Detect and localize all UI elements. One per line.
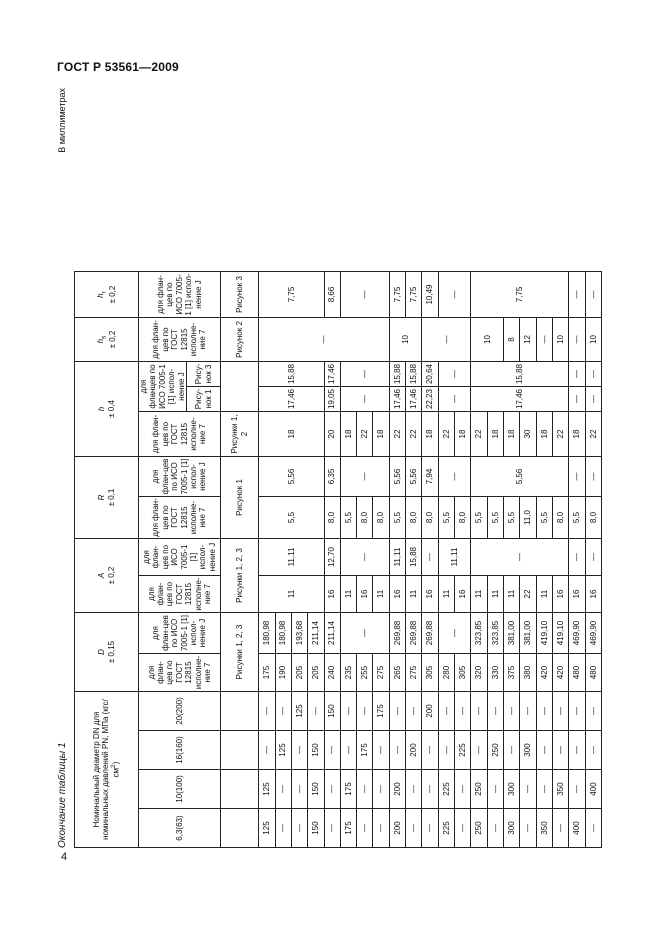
h-gost-cell: 18 [504, 412, 520, 457]
A-gost-cell: 16 [569, 576, 585, 613]
h-gost-cell: 18 [536, 412, 552, 457]
pn-cell: 125 [259, 809, 275, 848]
h-gost-cell: 22 [406, 412, 422, 457]
h-iso-fig3-cell: 15,88 [406, 362, 422, 387]
D-iso-cell: 419,10 [553, 613, 569, 654]
A-gost-cell: 16 [585, 576, 601, 613]
h-gost-cell: 20 [324, 412, 340, 457]
D-iso-cell: 180,98 [275, 613, 291, 654]
pn-cell: 125 [275, 731, 291, 770]
hr-cell: 7,75 [389, 272, 405, 318]
h-gost-cell: 18 [340, 412, 356, 457]
pn-cell: — [438, 731, 454, 770]
table-row [422, 272, 438, 848]
pn-cell: — [471, 692, 487, 731]
h-iso-fig1-cell: — [340, 387, 389, 412]
A-gost-cell: 16 [455, 576, 471, 613]
D-gost-cell: 320 [471, 654, 487, 692]
R-iso-cell: — [585, 457, 601, 497]
h-gost-cell: 22 [357, 412, 373, 457]
A-iso-cell: — [569, 539, 585, 576]
pn-cell: — [471, 731, 487, 770]
h-iso-fig3-cell: 15,88 [471, 362, 569, 387]
h-gost-cell: 18 [373, 412, 389, 457]
A-gost-cell: 11 [438, 576, 454, 613]
pn-cell: — [259, 692, 275, 731]
pn-cell: 225 [438, 809, 454, 848]
pn-cell: — [291, 731, 307, 770]
D-iso-cell: 211,14 [308, 613, 324, 654]
rotated-table-block [57, 88, 598, 848]
units-label: В миллиметрах [57, 88, 67, 153]
A-gost-cell: 22 [520, 576, 536, 613]
empty-cell [221, 362, 259, 412]
dn-group-header: Номинальный диаметр DN для номинальных давлений PN, МПа $(кгс/см^2)$ [75, 692, 139, 848]
h-gost-cell: 22 [389, 412, 405, 457]
D-gost-cell: 305 [422, 654, 438, 692]
hr-cell: 7,75 [259, 272, 324, 318]
A-gost-cell: 11 [536, 576, 552, 613]
pn-cell: — [275, 692, 291, 731]
figure-reference-row [221, 272, 259, 848]
A-gost-cell: 11 [406, 576, 422, 613]
h-iso-fig3-cell: 15,88 [389, 362, 405, 387]
hr-cell: — [585, 272, 601, 318]
figure-ref-R: Рисунок 1 [221, 457, 259, 539]
pn-cell: 300 [520, 731, 536, 770]
pn-cell: — [291, 809, 307, 848]
h-gost-cell: 22 [553, 412, 569, 457]
pn-cell: — [569, 770, 585, 809]
hs-cell: 10 [553, 318, 569, 362]
h-iso-fig1-cell: — [585, 387, 601, 412]
table-row [259, 272, 275, 848]
h-iso-fig3-cell: 20,64 [422, 362, 438, 387]
hs-cell: 8 [504, 318, 520, 362]
pn-cell: 175 [357, 731, 373, 770]
D-iso-cell: 269,88 [422, 613, 438, 654]
R-gost-cell: 5,5 [471, 497, 487, 539]
pn-cell: — [373, 770, 389, 809]
h-gost-cell: 18 [422, 412, 438, 457]
table-row [471, 272, 487, 848]
pn-cell: — [324, 809, 340, 848]
pn-cell: — [259, 731, 275, 770]
hs-header: $h_s$ ± 0,2 [75, 318, 139, 362]
D-iso-cell: 419,10 [536, 613, 552, 654]
D-gost-cell: 205 [308, 654, 324, 692]
D-iso-cell: — [340, 613, 389, 654]
R-gost-cell: 8,0 [324, 497, 340, 539]
gost-flange-header: для флан-цев по ГОСТ 12815 исполне-ние 7 [139, 576, 221, 613]
figure-3-subheader: Рису-нок 3 [187, 362, 221, 387]
h-gost-cell: 22 [438, 412, 454, 457]
h-iso-fig3-cell: — [340, 362, 389, 387]
iso-flange-header: для флан-цев по ИСО 7005-1 [1] испол-нение J [139, 457, 221, 497]
D-iso-cell: 323,85 [487, 613, 503, 654]
D-gost-cell: 305 [455, 654, 471, 692]
hs-cell: — [536, 318, 552, 362]
R-iso-cell: 5,56 [406, 457, 422, 497]
pn-cell: — [455, 809, 471, 848]
pn-cell: — [455, 692, 471, 731]
D-iso-cell: 323,85 [471, 613, 487, 654]
R-gost-cell: 8,0 [357, 497, 373, 539]
hs-cell: 12 [520, 318, 536, 362]
pn-cell: 200 [406, 731, 422, 770]
D-gost-cell: 380 [520, 654, 536, 692]
R-iso-cell: — [438, 457, 471, 497]
pn-cell: — [487, 692, 503, 731]
h-iso-fig3-cell: — [585, 362, 601, 387]
hs-cell: 10 [471, 318, 504, 362]
pn-cell: — [340, 731, 356, 770]
D-iso-cell: 381,00 [504, 613, 520, 654]
pn-cell: — [291, 770, 307, 809]
pn-cell: — [536, 692, 552, 731]
pn-cell: 150 [308, 731, 324, 770]
h-gost-cell: 18 [569, 412, 585, 457]
A-gost-cell: 16 [357, 576, 373, 613]
h-iso-fig1-cell: 17,46 [406, 387, 422, 412]
header-row-2 [139, 272, 187, 848]
pn-cell: 225 [438, 770, 454, 809]
table-row [585, 272, 601, 848]
h-gost-cell: 18 [259, 412, 324, 457]
pn-header: 6,3(63) [139, 809, 221, 848]
R-header: R ± 0,1 [75, 457, 139, 539]
h-gost-cell: 30 [520, 412, 536, 457]
R-iso-cell: 5,56 [259, 457, 324, 497]
flange-dimensions-table [74, 271, 602, 848]
h-iso-fig3-cell: 17,46 [324, 362, 340, 387]
header-row-1 [75, 272, 139, 848]
pn-cell: — [422, 731, 438, 770]
pn-cell: 150 [324, 692, 340, 731]
A-gost-cell: 11 [340, 576, 356, 613]
h-iso-fig3-cell: — [569, 362, 585, 387]
pn-cell: — [406, 770, 422, 809]
pn-cell: — [553, 692, 569, 731]
R-gost-cell: 5,5 [504, 497, 520, 539]
A-iso-cell: — [422, 539, 438, 576]
hs-cell: — [259, 318, 390, 362]
D-iso-cell: 269,88 [389, 613, 405, 654]
D-iso-cell: 269,88 [406, 613, 422, 654]
R-gost-cell: 5,5 [438, 497, 454, 539]
gost-flange-header: для флан-цев по ГОСТ 12815 исполне-ние 7 [139, 654, 221, 692]
figure-ref-hs: Рисунок 2 [221, 318, 259, 362]
h-iso-fig1-cell: 17,46 [389, 387, 405, 412]
hr-cell: — [340, 272, 389, 318]
pn-cell: 150 [308, 770, 324, 809]
R-iso-cell: — [569, 457, 585, 497]
D-gost-cell: 240 [324, 654, 340, 692]
pn-cell: — [406, 692, 422, 731]
pn-cell: — [536, 770, 552, 809]
h-iso-fig3-cell: — [438, 362, 471, 387]
pn-cell: 250 [487, 731, 503, 770]
D-header: D ± 0,15 [75, 613, 139, 692]
D-iso-cell: 180,98 [259, 613, 275, 654]
R-iso-cell: 7,94 [422, 457, 438, 497]
empty-cell [221, 692, 259, 731]
pn-cell: — [324, 731, 340, 770]
pn-cell: 200 [389, 809, 405, 848]
pn-cell: — [275, 770, 291, 809]
h-gost-cell: 22 [585, 412, 601, 457]
D-gost-cell: 265 [389, 654, 405, 692]
pn-cell: 200 [389, 770, 405, 809]
R-gost-cell: 5,5 [259, 497, 324, 539]
D-gost-cell: 275 [406, 654, 422, 692]
D-gost-cell: 375 [504, 654, 520, 692]
hr-cell: 10,49 [422, 272, 438, 318]
D-gost-cell: 275 [373, 654, 389, 692]
pn-cell: — [553, 731, 569, 770]
pn-cell: — [308, 692, 324, 731]
pn-cell: — [553, 809, 569, 848]
A-gost-cell: 16 [553, 576, 569, 613]
pn-cell: 350 [553, 770, 569, 809]
D-iso-cell: 193,68 [291, 613, 307, 654]
document-standard-code: ГОСТ Р 53561—2009 [57, 60, 179, 74]
hr-header: $h_r$ ± 0,2 [75, 272, 139, 318]
pn-cell: 175 [340, 770, 356, 809]
table-continuation-label: Окончание таблицы 1 [57, 742, 68, 848]
A-iso-cell: — [471, 539, 569, 576]
pn-header: 20(200) [139, 692, 221, 731]
iso-flange-header: для фланцев по ИСО 7005-1 [1] испол-нение J [139, 362, 187, 412]
pn-cell: — [504, 692, 520, 731]
A-gost-cell: 11 [259, 576, 324, 613]
hr-cell: 7,75 [406, 272, 422, 318]
R-gost-cell: 5,5 [487, 497, 503, 539]
page-number: 4 [61, 851, 68, 863]
A-gost-cell: 16 [422, 576, 438, 613]
hs-cell: 10 [389, 318, 422, 362]
A-gost-cell: 11 [487, 576, 503, 613]
R-gost-cell: 11,0 [520, 497, 536, 539]
h-iso-fig1-cell: — [438, 387, 471, 412]
D-iso-cell: 211,14 [324, 613, 340, 654]
A-iso-cell: — [585, 539, 601, 576]
pn-cell: — [324, 770, 340, 809]
A-gost-cell: 11 [373, 576, 389, 613]
pn-cell: — [504, 731, 520, 770]
A-iso-cell: 15,88 [406, 539, 422, 576]
figure-ref-D: Рисунки 1, 2, 3 [221, 613, 259, 692]
pn-cell: — [373, 731, 389, 770]
pn-cell: 175 [373, 692, 389, 731]
pn-cell: 125 [291, 692, 307, 731]
A-gost-cell: 11 [471, 576, 487, 613]
pn-cell: — [455, 770, 471, 809]
pn-cell: — [406, 809, 422, 848]
hs-cell: — [422, 318, 471, 362]
pn-cell: — [520, 692, 536, 731]
h-iso-fig1-cell: 19,05 [324, 387, 340, 412]
pn-cell: — [422, 770, 438, 809]
D-gost-cell: 280 [438, 654, 454, 692]
R-gost-cell: 5,5 [536, 497, 552, 539]
R-iso-cell: 5,56 [471, 457, 569, 497]
pn-cell: — [373, 809, 389, 848]
D-gost-cell: 255 [357, 654, 373, 692]
h-iso-fig1-cell: 22,23 [422, 387, 438, 412]
table-row [389, 272, 405, 848]
pn-cell: 125 [259, 770, 275, 809]
R-gost-cell: 5,5 [569, 497, 585, 539]
pn-cell: — [569, 731, 585, 770]
D-gost-cell: 480 [569, 654, 585, 692]
R-iso-cell: 5,56 [389, 457, 405, 497]
figure-1-subheader: Рису-нок 1 [187, 387, 221, 412]
h-iso-fig3-cell: 15,88 [259, 362, 324, 387]
R-gost-cell: 8,0 [585, 497, 601, 539]
pn-cell: — [487, 770, 503, 809]
A-gost-cell: 11 [504, 576, 520, 613]
D-gost-cell: 190 [275, 654, 291, 692]
pn-cell: 400 [569, 809, 585, 848]
h-gost-cell: 18 [487, 412, 503, 457]
pn-cell: — [585, 692, 601, 731]
A-iso-cell: 11,11 [259, 539, 324, 576]
pn-cell: — [536, 731, 552, 770]
D-iso-cell: 469,90 [569, 613, 585, 654]
pn-cell: 200 [422, 692, 438, 731]
iso-flange-header: для флан-цев по ИСО 7005-1 [1] испол-нение J [139, 539, 221, 576]
R-gost-cell: 8,0 [553, 497, 569, 539]
gost-flange-header: для флан-цев по ГОСТ 12815 исполне-ние 7 [139, 318, 221, 362]
A-gost-cell: 16 [324, 576, 340, 613]
empty-cell [221, 770, 259, 809]
pn-cell: 250 [471, 809, 487, 848]
pn-cell: 350 [536, 809, 552, 848]
D-gost-cell: 420 [553, 654, 569, 692]
hs-cell: — [569, 318, 585, 362]
h-iso-fig1-cell: — [569, 387, 585, 412]
pn-cell: — [357, 809, 373, 848]
figure-ref-hr: Рисунок 3 [221, 272, 259, 318]
D-iso-cell: 469,90 [585, 613, 601, 654]
hr-cell: 8,66 [324, 272, 340, 318]
D-iso-cell: 381,00 [520, 613, 536, 654]
pn-cell: — [357, 692, 373, 731]
D-gost-cell: 480 [585, 654, 601, 692]
R-gost-cell: 5,5 [340, 497, 356, 539]
R-iso-cell: 6,35 [324, 457, 340, 497]
pn-cell: — [340, 692, 356, 731]
R-gost-cell: 8,0 [422, 497, 438, 539]
hr-cell: 7,75 [471, 272, 569, 318]
A-iso-cell: 11,11 [389, 539, 405, 576]
h-iso-fig1-cell: 17,46 [259, 387, 324, 412]
empty-cell [221, 809, 259, 848]
h-header: h ± 0,4 [75, 362, 139, 457]
A-header: A ± 0,2 [75, 539, 139, 613]
pn-cell: — [389, 731, 405, 770]
table-row [569, 272, 585, 848]
h-gost-cell: 22 [471, 412, 487, 457]
pn-header: 16(160) [139, 731, 221, 770]
A-iso-cell: 11,11 [438, 539, 471, 576]
gost-flange-header: для флан-цев по ГОСТ 12815 исполне-ние 7 [139, 412, 221, 457]
h-iso-fig1-cell: 17,46 [471, 387, 569, 412]
pn-cell: 300 [504, 809, 520, 848]
R-gost-cell: 5,5 [389, 497, 405, 539]
empty-cell [221, 731, 259, 770]
A-iso-cell: — [340, 539, 389, 576]
pn-cell: — [357, 770, 373, 809]
pn-cell: — [569, 692, 585, 731]
hs-cell: 10 [585, 318, 601, 362]
pn-cell: — [520, 809, 536, 848]
hr-cell: — [569, 272, 585, 318]
D-gost-cell: 330 [487, 654, 503, 692]
pn-cell: 300 [504, 770, 520, 809]
h-gost-cell: 18 [455, 412, 471, 457]
D-iso-cell: — [438, 613, 471, 654]
pn-cell: — [438, 692, 454, 731]
pn-cell: — [520, 770, 536, 809]
pn-cell: — [487, 809, 503, 848]
pn-cell: — [422, 809, 438, 848]
gost-flange-header: для флан-цев по ГОСТ 12815 исполне-ние 7 [139, 497, 221, 539]
hr-cell: — [438, 272, 471, 318]
pn-cell: — [389, 692, 405, 731]
D-gost-cell: 235 [340, 654, 356, 692]
pn-cell: 250 [471, 770, 487, 809]
figure-ref-A: Рисунки 1, 2, 3 [221, 539, 259, 613]
pn-header: 10(100) [139, 770, 221, 809]
pn-cell: 150 [308, 809, 324, 848]
iso-flange-header: для флан-цев по ИСО 7005-1 [1] испол-нение J [139, 272, 221, 318]
D-gost-cell: 175 [259, 654, 275, 692]
A-gost-cell: 16 [389, 576, 405, 613]
pn-cell: — [585, 809, 601, 848]
R-gost-cell: 8,0 [373, 497, 389, 539]
D-gost-cell: 205 [291, 654, 307, 692]
pn-cell: 400 [585, 770, 601, 809]
R-iso-cell: — [340, 457, 389, 497]
pn-cell: — [585, 731, 601, 770]
iso-flange-header: для флан-цев по ИСО 7005-1 [1] испол-нение J [139, 613, 221, 654]
pn-cell: 225 [455, 731, 471, 770]
pn-cell: 175 [340, 809, 356, 848]
pn-cell: — [275, 809, 291, 848]
R-gost-cell: 8,0 [455, 497, 471, 539]
R-gost-cell: 8,0 [406, 497, 422, 539]
figure-ref-h-gost: Рисунки 1, 2 [221, 412, 259, 457]
A-iso-cell: 12,70 [324, 539, 340, 576]
D-gost-cell: 420 [536, 654, 552, 692]
